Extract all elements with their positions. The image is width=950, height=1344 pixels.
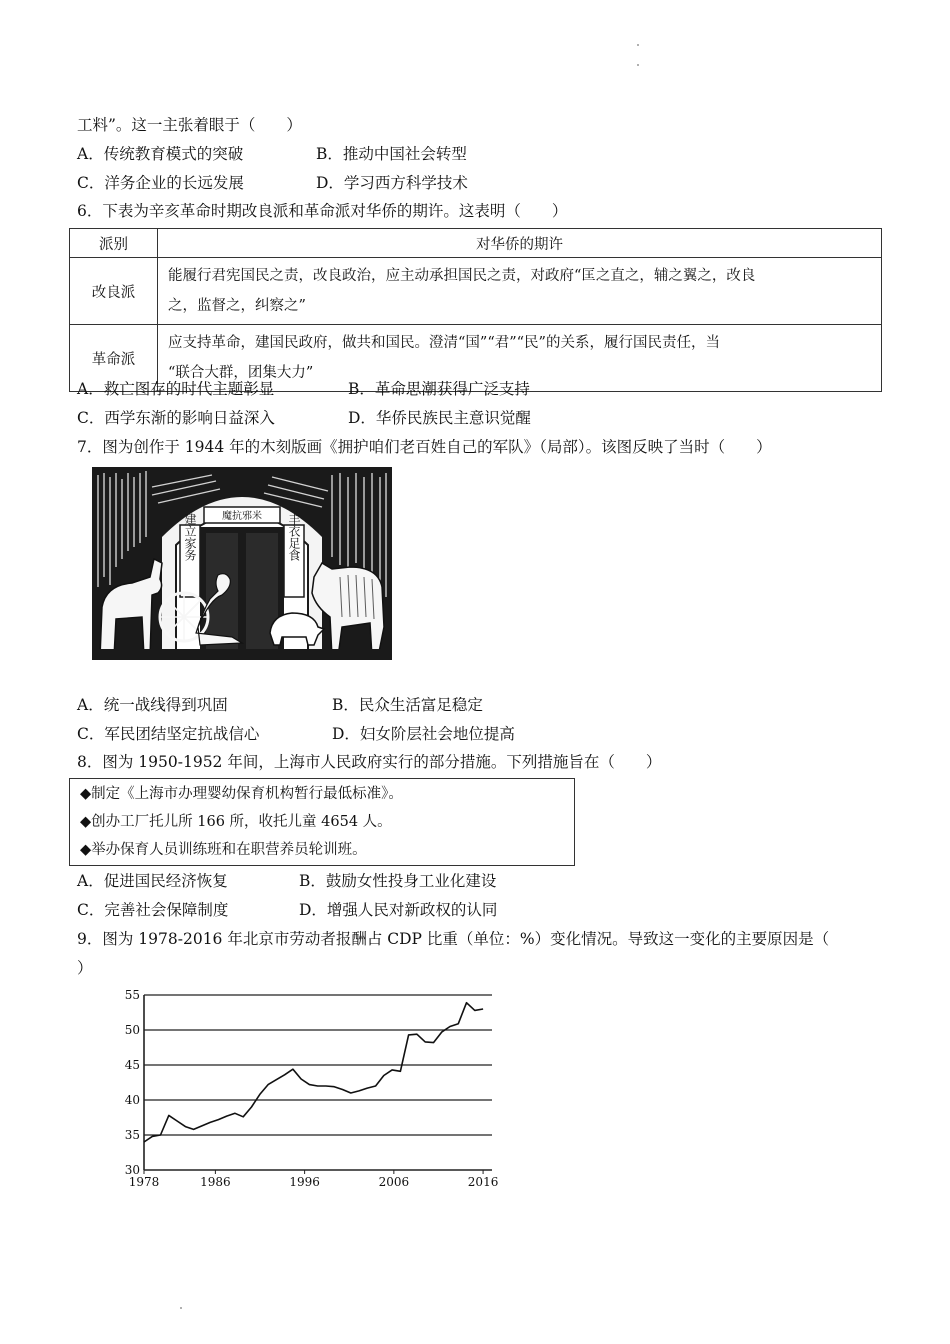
expectation-cell: [158, 258, 882, 325]
measure-item: ◆制定《上海市办理婴幼保育机构暂行最低标准》。: [80, 786, 403, 802]
y-tick-label: 45: [124, 1058, 140, 1072]
y-tick-label: 55: [124, 988, 140, 1002]
q7-stem: 7．图为创作于 1944 年的木刻版画《拥护咱们老百姓自己的军队》（局部）。该图反映了当时（ ）: [77, 438, 772, 456]
y-tick-label: 50: [124, 1023, 140, 1037]
q7-option-a[interactable]: A．统一战线得到巩固: [77, 696, 228, 714]
table-header-cell: 对华侨的期许: [158, 229, 882, 258]
woodcut-print-image: [92, 467, 392, 660]
y-tick-label: 30: [124, 1163, 140, 1177]
cell-text-line: 之，监督之，纠察之”: [168, 298, 306, 314]
labor-share-line-chart: [112, 983, 512, 1193]
q8-option-d[interactable]: D．增强人民对新政权的认同: [299, 901, 498, 919]
q8-option-b[interactable]: B．鼓励女性投身工业化建设: [299, 872, 497, 890]
q7-option-c[interactable]: C．军民团结坚定抗战信心: [77, 725, 260, 743]
q9-stem-line2: ）: [77, 959, 93, 977]
q8-stem: 8．图为 1950-1952 年间，上海市人民政府实行的部分措施。下列措施旨在（ ）: [77, 753, 662, 771]
q6-option-b[interactable]: B．革命思潮获得广泛支持: [348, 380, 530, 398]
q6-table: [69, 228, 882, 392]
table-row: [70, 258, 882, 325]
x-tick-label: 1986: [200, 1175, 231, 1189]
faction-cell: 革命派: [70, 325, 158, 392]
page-mark-dot: [637, 64, 639, 66]
q7-option-d[interactable]: D．妇女阶层社会地位提高: [332, 725, 515, 743]
series-line: [144, 1003, 483, 1142]
woodcut-couplet-right: 丰衣足食: [287, 513, 301, 561]
cell-text-line: 应支持革命，建国民政府，做共和国民。澄清“国”“君”“民”的关系，履行国民责任，当: [168, 335, 720, 351]
chart-series: [144, 1003, 483, 1142]
table-header-cell: 派别: [70, 229, 158, 258]
q8-option-c[interactable]: C．完善社会保障制度: [77, 901, 229, 919]
q5-option-c[interactable]: C．洋务企业的长远发展: [77, 174, 244, 192]
measure-item: ◆举办保育人员训练班和在职营养员轮训班。: [80, 842, 367, 858]
y-tick-label: 40: [124, 1093, 140, 1107]
page-mark-dot: [180, 1307, 182, 1309]
chart-tick-labels: [125, 988, 499, 1189]
q6-option-a[interactable]: A．救亡图存的时代主题彰显: [77, 380, 275, 398]
q6-stem: 6．下表为辛亥革命时期改良派和革命派对华侨的期许。这表明（ ）: [77, 202, 568, 220]
faction-cell: 改良派: [70, 258, 158, 325]
q6-option-c[interactable]: C．西学东渐的影响日益深入: [77, 409, 275, 427]
q5-option-d[interactable]: D．学习西方科学技术: [316, 174, 468, 192]
q5-option-b[interactable]: B．推动中国社会转型: [316, 145, 467, 163]
cell-text-line: 能履行君宪国民之责，改良政治，应主动承担国民之责，对政府“匡之直之，辅之翼之，改良: [168, 268, 756, 284]
q5-option-a[interactable]: A．传统教育模式的突破: [77, 145, 244, 163]
q7-option-b[interactable]: B．民众生活富足稳定: [332, 696, 483, 714]
q5-stem-tail: 工料”。这一主张着眼于（ ）: [77, 116, 302, 134]
x-tick-label: 2006: [378, 1175, 410, 1189]
measure-item: ◆创办工厂托儿所 166 所，收托儿童 4654 人。: [80, 814, 392, 830]
table-header-row: [70, 229, 882, 258]
q8-measures-box: [69, 778, 575, 866]
woodcut-banner-text: 魔抗邪米: [222, 511, 262, 522]
x-tick-label: 2016: [467, 1175, 499, 1189]
q6-option-d[interactable]: D．华侨民族民主意识觉醒: [348, 409, 531, 427]
x-tick-label: 1978: [128, 1175, 160, 1189]
y-tick-label: 35: [124, 1128, 140, 1142]
chart-grid: [144, 995, 492, 1170]
page-mark-dot: [637, 44, 639, 46]
q8-option-a[interactable]: A．促进国民经济恢复: [77, 872, 228, 890]
x-tick-label: 1996: [289, 1175, 320, 1189]
q9-stem-line1: 9．图为 1978-2016 年北京市劳动者报酬占 CDP 比重（单位：%）变化情况。导致这一变化的主要原因是（: [77, 930, 830, 948]
woodcut-couplet-left: 建立家务: [183, 513, 197, 561]
cell-text-line: “联合大群，团集大力”: [168, 365, 314, 381]
